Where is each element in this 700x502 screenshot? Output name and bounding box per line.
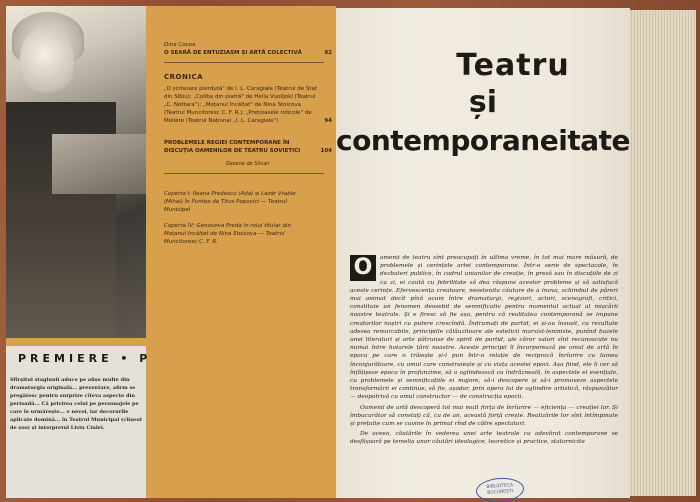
toc-entry xyxy=(164,50,332,56)
premiere-text: Sfîrșitul stagiunii aduce pe afișe multe din dramaturgia originală... prezentare, afirm se pregătesc pentru surprize cîteva aspecte din perioadă... Că privirea celui pe personajele pe care le urmărește... e nevoi, iar decorurile aplicate domină... în Teatrul Municipal (clișeul de sus) și interpretul Liviu Ciulei. xyxy=(10,377,142,431)
toc-problems-text: PROBLEMELE REGIEI CONTEMPORANE ÎN DISCUȚIA OAMENILOR DE TEATRU SOVIETICI xyxy=(164,140,301,154)
photo-face xyxy=(20,26,74,96)
toc-cover-1: Coperta I: Ileana Predescu (Ada) și Lazăr Vrabie (Mihai) în Puntea de Titus Popovici — Teatrul Municipal xyxy=(164,191,296,213)
toc-drawings-credit: Desene de Silvan xyxy=(226,161,270,167)
toc-divider xyxy=(164,62,324,63)
title-line-2: și xyxy=(468,85,498,120)
toc-entry-title: O SEARĂ DE ENTUZIASM ȘI ARTĂ COLECTIVĂ xyxy=(164,50,302,56)
right-page xyxy=(336,8,630,498)
toc-cover-4: Coperta IV: Genoveva Preda în rolul titular din Moțanul încălțat de Nina Stoicova — Teatrul Muncitoresc C. F. R. xyxy=(164,223,291,245)
toc-chronicle-page: 94 xyxy=(324,118,332,124)
article-title xyxy=(336,48,630,157)
toc-chronicle-text: „O scrisoare pierdută" de I. L. Caragiale (Teatrul de Stat din Sibiu); „Coliba din piatră" de Hella Vuolijoki (Teatrul „C. Nottara"); „Moțanul încălțat" de Nina Stoicova (Teatrul Muncitoresc C. F. R.); „Prețioasele ridicole" de Molière (Teatrul Național „I. L. Caragiale") xyxy=(164,86,318,124)
library-stamp: BIBLIOTECA BUCUREȘTI xyxy=(475,476,525,502)
toc-section-heading: CRONICA xyxy=(164,73,203,81)
article-paragraph: De aceea, căutările în vederea unei arte teatrale cu adevărat contemporane se desfășoară pe temelia unor căutări ideologice, teoretice și practice, statornicite xyxy=(350,431,618,446)
toc-entry-page: 92 xyxy=(324,50,332,56)
toc-problems-page: 104 xyxy=(320,148,332,154)
page-edges xyxy=(626,10,696,496)
toc-author: Dina Cocea xyxy=(164,42,196,48)
article-paragraph xyxy=(350,254,618,402)
premiere-strip xyxy=(6,346,152,498)
paragraph-1-text: amenii de teatru sînt preocupați în ultima vreme, în tot mai mare măsură, de problemele și cerințele artei contemporane. Într-o serie de spectacole, în dezbateri publice, în cadrul uniunilor de creație, în presă sau în discuțiile de zi cu zi, ei caută cu febrilitate să dea răspuns acestor probleme și să satisfacă aceste cerințe. Efervescența creatoare, neostenita căutare de a inova, schimbul de păreri mai animat decît pînă acum între dramaturgi, regizori, actori, scenografi, critici, constituie un fenomen deosebit de semnificativ pentru momentul actual al mișcării noastre teatrale. Și e firesc să fie așa, pentru că realitatea contemporană se impune creatorilor noștri cu putere crescîndă. Îndrumați de partid, ei și-au însușit, cu rezultate adesea remarcabile, principiile călăuzitoare ale esteticii marxist-leniniste, punînd bazele unei literaturi și arte pătrunse de spirit de partid, ale căror valori sînt recunoscute nu numai între hotarele țării noastre. Aceste principii îl încorporează pe omul de artă în epoca pe care o trăiește și-l pun într-o relație de reciprocă înrîurire cu lumea înconjurătoare, cu omul care construiește și cu viața acestei epoci. Așa fiind, ele îi cer să înfățișeze epoca în profunzime, să o oglindească cu îndrăzneală, în aspectele ei esențiale, cu problemele și semnificațiile ei majore, să-i descopere și să-i promoveze aspectele transformării ei continue, să fie, așadar, prin opera lui de oglindire artistică, răspunzător — deopotrivă cu omul constructor — de construcția epocii. xyxy=(350,255,618,401)
title-line-1: Teatru xyxy=(456,48,570,83)
article-body xyxy=(350,254,618,447)
toc-problems xyxy=(164,139,332,155)
actress-photo xyxy=(6,6,146,338)
table-of-contents xyxy=(156,16,332,246)
drop-cap: O xyxy=(350,255,376,281)
toc-divider xyxy=(164,173,324,174)
toc-chronicle xyxy=(164,85,332,125)
article-paragraph: Oamenii de artă descoperă tot mai mult forța de înrîurire — eficiența — creației lor. Și îmbucurător să constați că, cu de an, această forță crește. Realizările lor sînt întîmpinate și prețuite cum se cuvine în primul rînd de către spectatori. xyxy=(350,404,618,428)
premiere-heading: PREMIERE • P xyxy=(18,352,152,365)
title-line-3: contemporaneitate xyxy=(336,124,630,157)
photo-desk xyxy=(52,134,146,194)
left-page xyxy=(6,6,336,498)
